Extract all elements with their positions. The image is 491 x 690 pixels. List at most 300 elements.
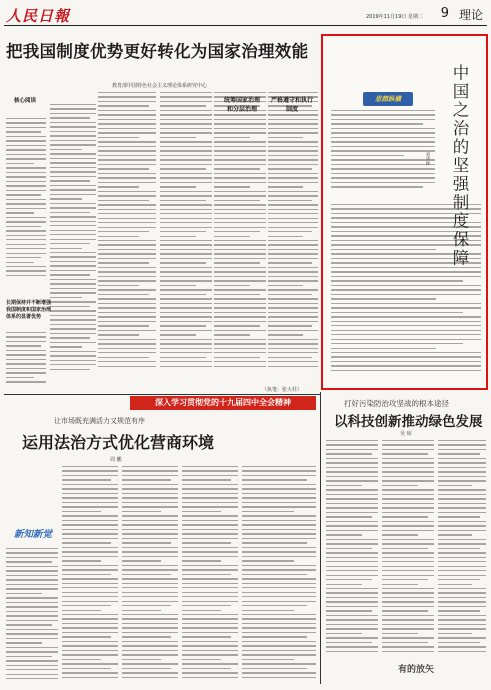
body-text-line: [160, 280, 212, 281]
body-text-line: [182, 533, 238, 534]
body-text-line: [268, 276, 318, 277]
body-text-line: [242, 632, 316, 633]
body-text-line: [242, 502, 316, 503]
body-text-line: [50, 230, 96, 231]
body-text-line: [62, 488, 118, 489]
body-text-line: [214, 289, 266, 290]
body-text-line: [62, 493, 118, 494]
body-text-line: [331, 352, 481, 353]
body-text-line: [98, 325, 149, 326]
body-text-line: [50, 265, 96, 266]
body-text-line: [382, 543, 434, 544]
body-text-line: [6, 235, 46, 236]
body-text-line: [182, 583, 238, 584]
body-text-line: [122, 574, 171, 575]
body-text-line: [326, 530, 378, 531]
body-text-line: [326, 557, 378, 558]
body-text-line: [6, 669, 58, 670]
body-text-line: [438, 570, 486, 571]
body-text-line: [214, 276, 266, 277]
body-text-line: [331, 307, 481, 308]
body-text-line: [382, 601, 434, 602]
body-text-line: [50, 108, 96, 109]
body-text-line: [382, 633, 418, 634]
body-text-line: [122, 663, 178, 664]
body-text-line: [50, 243, 90, 244]
body-text-line: [382, 566, 434, 567]
body-text-line: [214, 128, 266, 129]
body-text-line: [326, 561, 378, 562]
body-text-line: [331, 119, 435, 120]
body-text-line: [160, 155, 212, 156]
body-text-line: [6, 377, 34, 378]
body-text-line: [182, 542, 231, 543]
body-text-line: [382, 489, 434, 490]
body-text-line: [98, 213, 156, 214]
body-text-line: [98, 114, 156, 115]
body-text-line: [182, 466, 238, 467]
body-text-line: [331, 321, 481, 322]
body-text-line: [160, 132, 212, 133]
body-text-line: [122, 636, 171, 637]
body-text-line: [62, 627, 118, 628]
body-text-line: [331, 289, 481, 290]
body-text-line: [62, 511, 101, 512]
main-byline: 教育部中国特色社会主义理论体系研究中心: [112, 83, 208, 89]
body-text-line: [382, 628, 434, 629]
body-text-line: [62, 663, 118, 664]
body-text-line: [214, 195, 266, 196]
body-text-line: [268, 294, 312, 295]
body-text-line: [6, 145, 46, 146]
body-text-line: [98, 334, 139, 335]
body-text-line: [214, 173, 266, 174]
body-text-line: [438, 588, 486, 589]
body-text-line: [382, 498, 434, 499]
body-text-line: [6, 647, 58, 648]
body-text-line: [438, 440, 486, 441]
body-text-line: [438, 579, 480, 580]
body-text-line: [6, 363, 46, 364]
body-text-line: [182, 506, 238, 507]
body-text-line: [122, 583, 178, 584]
body-text-line: [331, 146, 435, 147]
body-text-line: [50, 252, 96, 253]
side-text: [6, 332, 46, 390]
body-text-line: [214, 271, 266, 272]
body-text-line: [62, 529, 118, 530]
body-text-line: [242, 511, 294, 512]
body-text-line: [214, 366, 266, 367]
body-text-line: [6, 221, 46, 222]
body-text-line: [214, 191, 266, 192]
body-text-line: [182, 601, 238, 602]
body-text-line: [268, 366, 318, 367]
body-text-line: [268, 240, 318, 241]
body-text-line: [326, 575, 378, 576]
body-text-line: [214, 137, 250, 138]
body-text-line: [122, 618, 178, 619]
body-text-line: [6, 341, 46, 342]
rule-of-law-headline: 运用法治方式优化营商环境: [22, 433, 215, 452]
side-callout: 长期保持并不断增强我国制度和国家治理体系的显著优势: [6, 300, 52, 320]
body-text-line: [214, 231, 260, 232]
body-text-line: [268, 146, 318, 147]
body-text-line: [6, 185, 46, 186]
body-text-line: [50, 248, 82, 249]
body-text-line: [50, 149, 82, 150]
body-text-line: [122, 659, 161, 660]
body-text-line: [62, 547, 118, 548]
body-text-line: [268, 244, 318, 245]
body-text-line: [382, 444, 434, 445]
body-text-line: [268, 155, 318, 156]
body-text-line: [326, 628, 378, 629]
body-text-line: [50, 158, 96, 159]
body-text-line: [438, 575, 486, 576]
body-text-line: [6, 345, 41, 346]
body-text-line: [438, 606, 486, 607]
body-text-line: [268, 218, 318, 219]
body-text-line: [6, 332, 46, 333]
body-text-line: [6, 194, 41, 195]
body-text-line: [182, 672, 238, 673]
body-text-line: [98, 168, 149, 169]
body-text-line: [326, 485, 362, 486]
body-text-line: [50, 328, 96, 329]
body-text-line: [160, 128, 212, 129]
body-text-line: [438, 642, 480, 643]
body-text-line: [268, 253, 318, 254]
body-text-line: [122, 672, 178, 673]
body-text-line: [50, 315, 96, 316]
body-text-line: [160, 244, 212, 245]
body-text-line: [122, 668, 171, 669]
body-text-line: [62, 479, 111, 480]
body-text-line: [242, 569, 316, 570]
body-text-line: [160, 267, 212, 268]
body-text-line: [438, 543, 486, 544]
body-text-line: [50, 162, 96, 163]
body-text-line: [160, 177, 212, 178]
body-text-line: [122, 493, 178, 494]
body-text-line: [6, 368, 46, 369]
body-text-line: [326, 525, 378, 526]
body-text-line: [122, 614, 178, 615]
body-text-line: [438, 525, 486, 526]
body-text-line: [62, 502, 118, 503]
body-text-line: [160, 209, 212, 210]
feature-text-top: [331, 110, 435, 198]
body-text-line: [214, 222, 266, 223]
body-text-line: [268, 168, 312, 169]
main-col-2: [98, 92, 156, 392]
body-text-line: [62, 618, 118, 619]
body-text-line: [6, 248, 46, 249]
body-text-line: [268, 182, 318, 183]
body-text-line: [160, 137, 196, 138]
body-text-line: [122, 551, 178, 552]
body-text-line: [182, 659, 221, 660]
body-text-line: [50, 310, 96, 311]
summary-text: [6, 118, 46, 288]
body-text-line: [382, 575, 434, 576]
body-text-line: [182, 484, 238, 485]
body-text-line: [382, 588, 434, 589]
body-text-line: [62, 551, 118, 552]
body-text-line: [98, 146, 156, 147]
green-col-2: [382, 440, 434, 656]
body-text-line: [160, 182, 212, 183]
body-text-line: [122, 610, 161, 611]
body-text-line: [268, 348, 318, 349]
body-text-line: [160, 276, 212, 277]
body-text-line: [6, 167, 46, 168]
body-text-line: [50, 355, 96, 356]
body-text-line: [6, 611, 58, 612]
body-text-line: [214, 294, 260, 295]
body-text-line: [182, 668, 231, 669]
body-text-line: [268, 334, 303, 335]
body-text-line: [214, 159, 266, 160]
body-text-line: [62, 636, 111, 637]
body-text-line: [331, 150, 435, 151]
body-text-line: [160, 218, 212, 219]
body-text-line: [214, 325, 260, 326]
body-text-line: [331, 271, 481, 272]
body-text-line: [268, 343, 318, 344]
body-text-line: [438, 619, 486, 620]
body-text-line: [214, 236, 250, 237]
body-text-line: [331, 356, 481, 357]
body-text-line: [182, 654, 238, 655]
body-text-line: [331, 330, 481, 331]
body-text-line: [382, 458, 434, 459]
body-text-line: [268, 164, 318, 165]
body-text-line: [98, 209, 156, 210]
body-text-line: [122, 502, 178, 503]
body-text-line: [331, 114, 435, 115]
body-text-line: [331, 325, 481, 326]
body-text-line: [50, 333, 96, 334]
body-text-line: [182, 551, 238, 552]
body-text-line: [98, 119, 156, 120]
body-text-line: [182, 502, 238, 503]
body-text-line: [242, 497, 316, 498]
body-text-line: [160, 262, 206, 263]
body-text-line: [438, 462, 486, 463]
body-text-line: [6, 359, 46, 360]
body-text-line: [182, 475, 238, 476]
body-text-line: [62, 578, 118, 579]
body-text-line: [242, 479, 307, 480]
rule-of-law-author: 周 鹏: [110, 457, 122, 463]
body-text-line: [326, 453, 372, 454]
body-text-line: [122, 560, 161, 561]
body-text-line: [268, 285, 303, 286]
body-text-line: [160, 195, 212, 196]
body-text-line: [62, 470, 118, 471]
body-text-line: [438, 494, 486, 495]
body-text-line: [50, 126, 96, 127]
body-text-line: [214, 262, 260, 263]
body-text-line: [98, 339, 156, 340]
body-text-line: [326, 494, 378, 495]
body-text-line: [98, 96, 156, 97]
body-text-line: [182, 627, 238, 628]
body-text-line: [122, 565, 178, 566]
body-text-line: [6, 665, 58, 666]
body-text-line: [182, 636, 231, 637]
body-text-line: [438, 646, 486, 647]
body-text-line: [242, 592, 316, 593]
body-text-line: [438, 485, 472, 486]
body-text-line: [438, 534, 472, 535]
body-text-line: [98, 128, 156, 129]
body-text-line: [331, 303, 481, 304]
body-text-line: [6, 199, 46, 200]
body-text-line: [214, 361, 266, 362]
body-text-line: [6, 244, 46, 245]
body-text-line: [382, 552, 434, 553]
body-text-line: [214, 267, 266, 268]
body-text-line: [182, 511, 221, 512]
body-text-line: [160, 325, 206, 326]
body-text-line: [382, 462, 434, 463]
body-text-line: [6, 602, 58, 603]
body-text-line: [122, 470, 178, 471]
body-text-line: [160, 159, 212, 160]
body-text-line: [242, 578, 316, 579]
body-text-line: [98, 280, 156, 281]
body-text-line: [268, 258, 318, 259]
body-text-line: [438, 651, 486, 652]
law-col-5: [242, 466, 316, 684]
body-text-line: [214, 352, 266, 353]
body-text-line: [6, 566, 58, 567]
body-text-line: [6, 629, 58, 630]
body-text-line: [242, 533, 316, 534]
body-text-line: [214, 209, 266, 210]
body-text-line: [382, 507, 434, 508]
body-text-line: [6, 217, 46, 218]
body-text-line: [160, 164, 212, 165]
body-text-line: [214, 119, 266, 120]
body-text-line: [62, 623, 118, 624]
body-text-line: [6, 597, 58, 598]
body-text-line: [160, 110, 212, 111]
body-text-line: [6, 230, 46, 231]
body-text-line: [6, 336, 46, 337]
body-text-line: [326, 444, 378, 445]
body-text-line: [50, 288, 96, 289]
body-text-line: [160, 213, 212, 214]
body-text-line: [6, 176, 46, 177]
body-text-line: [214, 285, 250, 286]
body-text-line: [50, 351, 96, 352]
body-text-line: [326, 471, 378, 472]
body-text-line: [160, 105, 206, 106]
body-text-line: [98, 141, 156, 142]
body-text-line: [214, 307, 266, 308]
body-text-line: [122, 506, 178, 507]
body-text-line: [326, 610, 372, 611]
body-text-line: [331, 348, 436, 349]
body-text-line: [62, 672, 118, 673]
body-text-line: [182, 618, 238, 619]
body-text-line: [214, 316, 266, 317]
body-text-line: [268, 141, 318, 142]
body-text-line: [98, 244, 156, 245]
body-text-line: [6, 354, 46, 355]
body-text-line: [182, 596, 238, 597]
body-text-line: [122, 533, 178, 534]
law-col-2: [62, 466, 118, 684]
body-text-line: [268, 137, 303, 138]
column-logo-text: 思想纵横: [375, 95, 401, 103]
body-text-line: [62, 605, 111, 606]
body-text-line: [326, 642, 372, 643]
body-text-line: [438, 503, 486, 504]
body-text-line: [438, 516, 480, 517]
body-text-line: [214, 182, 266, 183]
body-text-line: [122, 529, 178, 530]
body-text-line: [242, 506, 316, 507]
body-text-line: [214, 348, 266, 349]
body-text-line: [50, 176, 96, 177]
body-text-line: [160, 141, 212, 142]
body-text-line: [268, 204, 318, 205]
body-text-line: [160, 271, 212, 272]
body-text-line: [242, 583, 316, 584]
body-text-line: [62, 560, 101, 561]
body-text-line: [438, 507, 486, 508]
body-text-line: [98, 285, 139, 286]
body-text-line: [50, 261, 96, 262]
body-text-line: [6, 149, 46, 150]
body-text-line: [62, 614, 118, 615]
body-text-line: [98, 123, 156, 124]
body-text-line: [214, 240, 266, 241]
body-text-line: [6, 158, 46, 159]
body-text-line: [98, 298, 156, 299]
body-text-line: [160, 303, 212, 304]
body-text-line: [98, 294, 149, 295]
body-text-line: [326, 503, 378, 504]
body-text-line: [182, 592, 238, 593]
body-text-line: [242, 596, 316, 597]
body-text-line: [242, 542, 307, 543]
body-text-line: [98, 276, 156, 277]
body-text-line: [62, 484, 118, 485]
body-text-line: [382, 530, 434, 531]
body-text-line: [326, 651, 378, 652]
section-name: 理论: [458, 8, 483, 22]
body-text-line: [382, 561, 434, 562]
body-text-line: [160, 146, 212, 147]
body-text-line: [50, 131, 96, 132]
body-text-line: [268, 339, 318, 340]
body-text-line: [242, 668, 307, 669]
body-text-line: [438, 601, 486, 602]
column-logo: [363, 92, 413, 106]
body-text-line: [242, 605, 307, 606]
body-text-line: [382, 512, 434, 513]
body-text-line: [268, 280, 318, 281]
body-text-line: [62, 515, 118, 516]
body-text-line: [182, 569, 238, 570]
body-text-line: [214, 321, 266, 322]
